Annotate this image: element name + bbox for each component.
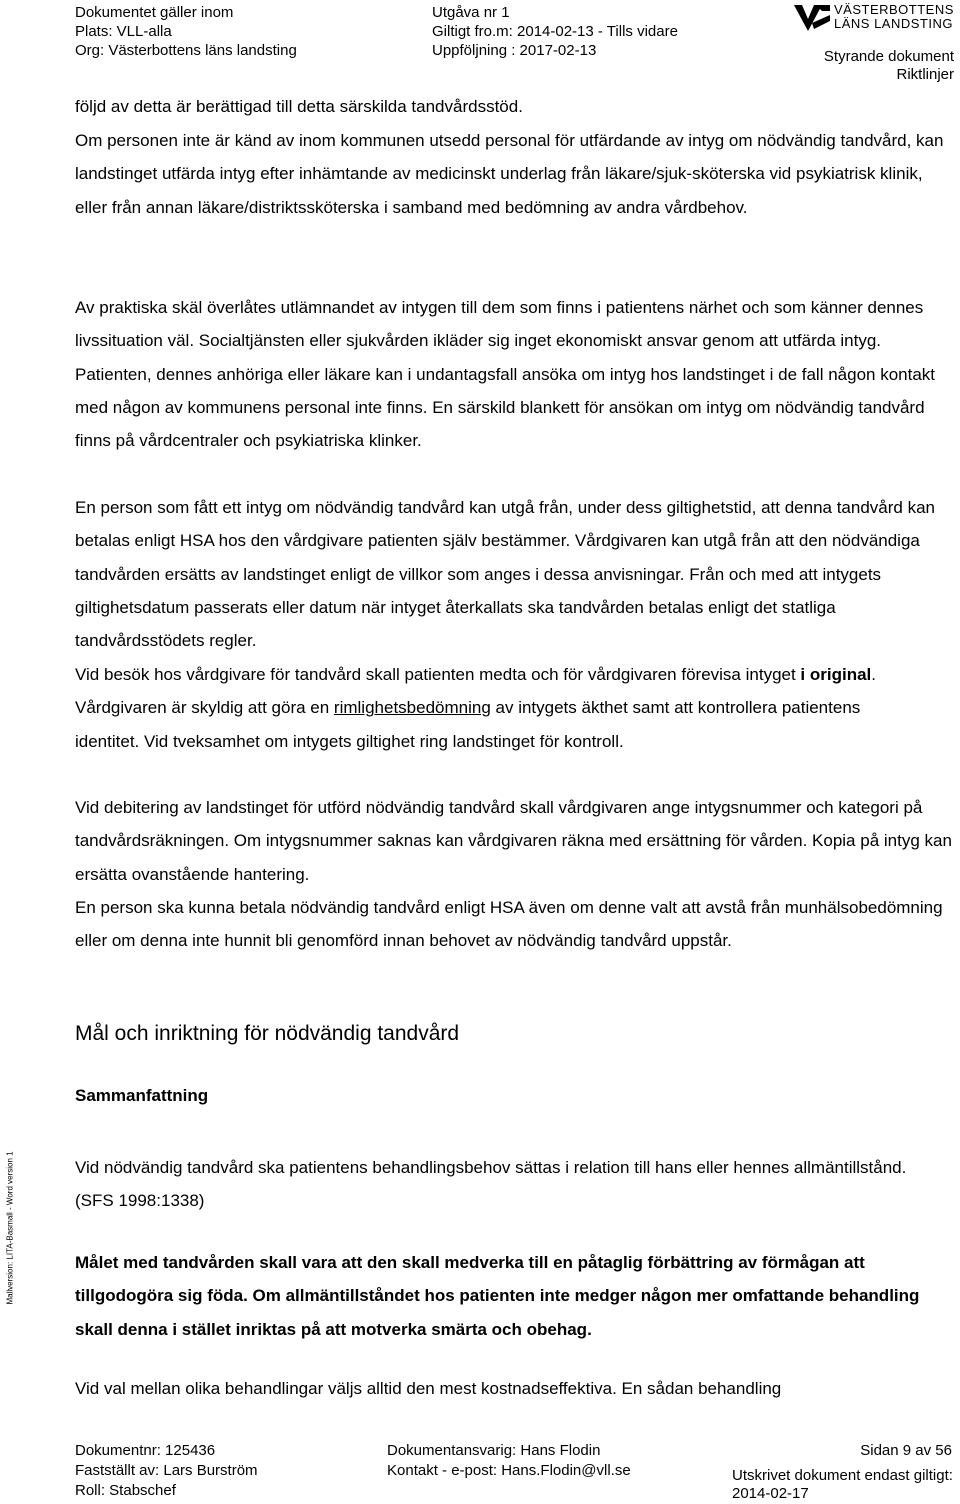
section-heading: Mål och inriktning för nödvändig tandvård — [75, 1022, 460, 1045]
paragraph-7 — [75, 891, 945, 958]
header-followup: Uppföljning : 2017-02-13 — [432, 42, 597, 59]
paragraph-4 — [75, 491, 955, 657]
header-scope: Dokumentet gäller inom — [75, 4, 234, 21]
doc-type-block — [824, 48, 954, 84]
doc-type: Styrande dokument — [823, 48, 954, 65]
paragraph-4-text: En person som fått ett intyg om nödvändig tandvård kan utgå från, under dess giltighetstid, att denna tandvård kan betalas enligt HSA hos den vårdgivare patienten själv bestämmer. Vårdgivaren kan utgå från att den nödvändiga tandvården ersätts av landstinget enligt de villkor som anges i dessa anvisningar. Från och med att intygets giltighetsdatum passerats eller datum när intyget återkallats ska tandvården betalas enligt det statliga tandvårdsstödets regler. — [75, 498, 935, 651]
paragraph-5 — [75, 658, 925, 758]
paragraph-2-text: Om personen inte är känd av inom kommunen utsedd personal för utfärdande av intyg om nödvändig tandvård, kan landstinget utfärda intyg efter inhämtande av medicinskt underlag från läkare/sjuk-sköterska vid psykiatrisk klinik, eller från annan läkare/distriktssköterska i samband med bedömning av andra vårdbehov. — [75, 131, 944, 217]
paragraph-3 — [75, 291, 947, 457]
paragraph-9-text: Målet med tandvården skall vara att den skall medverka till en påtaglig förbättring av förmågan att tillgodogöra sig föda. Om allmäntillståndet hos patienten inte medger någon mer omfattande behandling skall denna i stället inriktas på att motverka smärta och obehag. — [75, 1253, 920, 1339]
footer-approved-by: Fastställt av: Lars Burström — [75, 1462, 258, 1479]
footer-page-number: Sidan 9 av 56 — [860, 1442, 952, 1459]
paragraph-10 — [75, 1372, 955, 1405]
paragraph-6-text: Vid debitering av landstinget för utförd nödvändig tandvård skall vårdgivaren ange intygsnummer och kategori på tandvårdsräkningen. Om intygsnummer saknas kan vårdgivaren räkna med ersättning för vården. Kopia på intyg kan ersätta ovanstående hantering. — [75, 798, 952, 884]
footer-printed-date: 2014-02-17 — [732, 1485, 809, 1502]
paragraph-6 — [75, 791, 955, 891]
reasonableness-link[interactable]: rimlighetsbedömning — [333, 698, 491, 718]
paragraph-1-text: följd av detta är berättigad till detta särskilda tandvårdsstöd. — [75, 97, 523, 116]
summary-heading: Sammanfattning — [75, 1086, 209, 1105]
footer-responsible: Dokumentansvarig: Hans Flodin — [387, 1442, 601, 1459]
logo-line-1: VÄSTERBOTTENS — [834, 2, 954, 17]
vll-logo-icon — [794, 3, 830, 31]
header-place: Plats: VLL-alla — [75, 23, 172, 40]
vll-logo — [794, 3, 954, 37]
paragraph-3-text: Av praktiska skäl överlåtes utlämnandet av intygen till dem som finns i patientens närhet och som känner dennes livssituation väl. Socialtjänsten eller sjukvården ikläder sig inget ekonomiskt ansvar genom att utfärda intyg. Patienten, dennes anhöriga eller läkare kan i undantagsfall ansöka om intyg hos landstinget i de fall någon kontakt med någon av kommunens personal inte finns. En särskild blankett för ansökan om intyg om nödvändig tandvård finns på vårdcentraler och psykiatriska klinker. — [75, 298, 936, 451]
footer-contact — [387, 1441, 631, 1481]
paragraph-5-text: Vid besök hos vårdgivare för tandvård skall patienten medta och för vårdgivaren förevisa intyget i original. Vårdgivaren är skyldig att göra en rimlighetsbedömning av intygets äkthet samt att kontrollera patientens identitet. Vid tveksamhet om intygets giltighet ring landstinget för kontroll. — [75, 665, 876, 751]
logo-line-2: LÄNS LANDSTING — [834, 16, 953, 31]
doc-subtype: Riktlinjer — [896, 66, 954, 83]
header-scope-block — [75, 4, 297, 61]
paragraph-8-text: Vid nödvändig tandvård ska patientens behandlingsbehov sättas i relation till hans eller hennes allmäntillstånd. (SFS 1998:1338) — [75, 1158, 907, 1211]
header-org: Org: Västerbottens läns landsting — [75, 42, 297, 59]
header-valid: Giltigt fro.m: 2014-02-13 - Tills vidare — [432, 23, 678, 40]
footer-role: Roll: Stabschef — [75, 1482, 176, 1499]
footer-printed-label: Utskrivet dokument endast giltigt: — [732, 1467, 953, 1484]
footer-email: Kontakt - e-post: Hans.Flodin@vll.se — [387, 1462, 631, 1479]
footer-doc-info — [75, 1441, 258, 1501]
paragraph-1 — [75, 90, 955, 123]
paragraph-10-text: Vid val mellan olika behandlingar väljs alltid den mest kostnadseffektiva. En sådan behandling — [75, 1379, 782, 1398]
template-version-label: Mallversion: LITA-Basmall - Word version 1 — [5, 1151, 15, 1305]
paragraph-9 — [75, 1246, 955, 1346]
footer-doc-number: Dokumentnr: 125436 — [75, 1442, 216, 1459]
header-version-block — [432, 4, 678, 61]
paragraph-8 — [75, 1151, 935, 1218]
paragraph-7-text: En person ska kunna betala nödvändig tandvård enligt HSA även om denne valt att avstå från munhälsobedömning eller om denna inte hunnit bli genomförd innan behovet av nödvändig tandvård uppstår. — [75, 898, 943, 951]
paragraph-2 — [75, 124, 947, 224]
header-edition: Utgåva nr 1 — [432, 4, 510, 21]
original-emphasis: i original — [800, 665, 872, 684]
